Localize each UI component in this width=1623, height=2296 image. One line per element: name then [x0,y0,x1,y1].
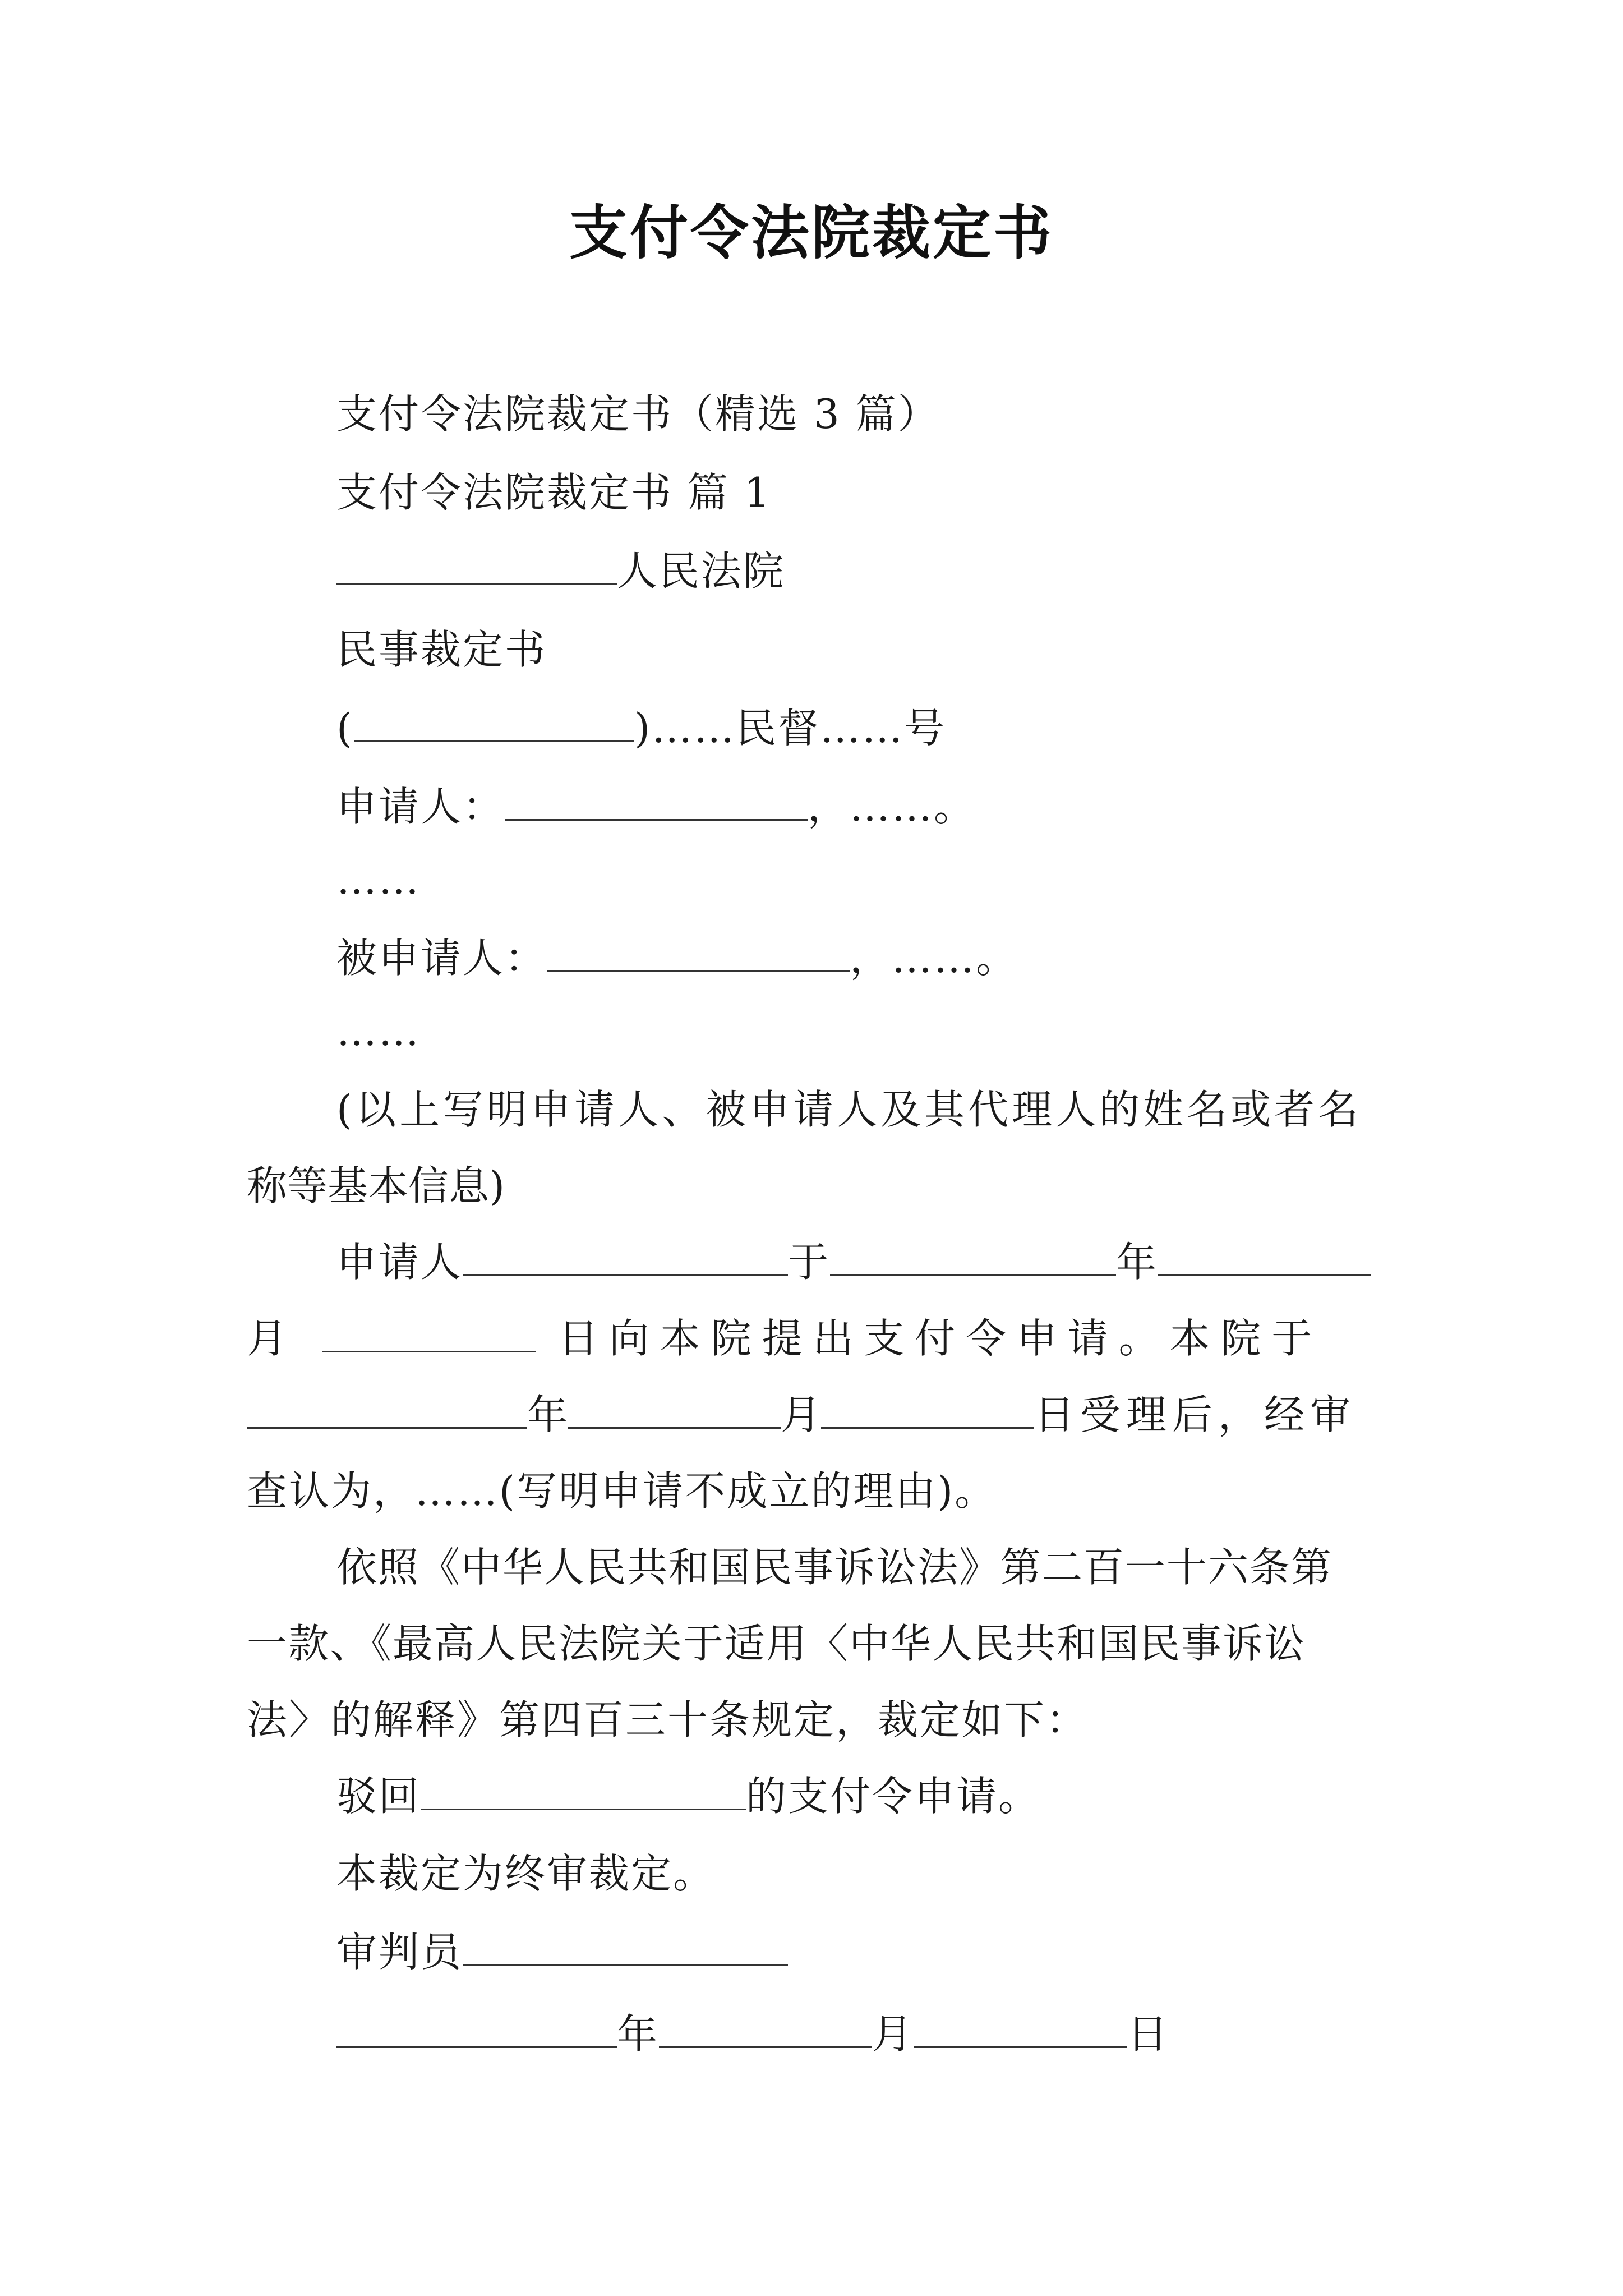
para1-accept-month-blank [568,1391,781,1429]
document-title: 支付令法院裁定书 [569,199,1054,267]
case-year-blank [354,705,634,742]
para1-accept-year: 年 [527,1391,568,1438]
para1-applicant: 申请人 [336,1239,463,1286]
para2-line-2: 一款、《最高人民法院关于适用〈中华人民共和国民事诉讼 [247,1620,1306,1667]
applicant-line [336,779,976,835]
para1-accept-day-blank [821,1391,1034,1429]
final-ruling: 本裁定为终审裁定。 [336,1850,716,1897]
para1-line-2 [247,1310,1380,1366]
date-month: 月 [872,2010,915,2058]
para1-accept-text: 日受理后，经审 [1034,1391,1357,1438]
judge-name-blank [463,1929,788,1966]
doc-type: 民事裁定书 [336,626,547,673]
case-number-line [336,700,946,756]
para1-line-3 [247,1387,1380,1443]
subtitle: 支付令法院裁定书（精选 3 篇） [336,390,940,438]
respondent-line [336,930,1018,986]
para1-year: 年 [1116,1239,1159,1286]
court-suffix: 人民法院 [617,547,786,595]
applicant-ellipsis: …… [336,856,421,903]
applicant-suffix: ，……。 [808,783,976,830]
ruling-line [336,1768,1040,1824]
date-month-blank [659,2010,872,2048]
date-line [336,2006,1169,2062]
para1-day-blank [322,1315,536,1352]
date-day: 日 [1127,2010,1170,2058]
note-line-1: (以上写明申请人、被申请人及其代理人的姓名或者名 [336,1086,1362,1133]
judge-line [336,1924,788,1980]
para1-on: 于 [788,1239,831,1286]
ruling-text: 的支付令申请。 [746,1773,1041,1820]
para2-line-3: 法〉的解释》第四百三十条规定，裁定如下： [247,1696,1089,1743]
para1-accept-year-blank [247,1391,527,1429]
para1-year-blank [830,1239,1116,1276]
section-heading: 支付令法院裁定书 篇 1 [336,469,772,516]
para1-apply-text: 日 向 本 院 提 出 支 付 令 申 请 。 本 院 于 [557,1315,1311,1362]
para1-month: 月 [247,1315,288,1362]
applicant-blank [505,783,808,821]
case-number-open: ( [336,705,354,752]
note-line-2: 称等基本信息) [247,1162,505,1209]
date-day-blank [914,2010,1127,2048]
para1-month-blank [1158,1239,1371,1276]
judge-label: 审判员 [336,1929,463,1976]
date-year-blank [336,2010,617,2048]
para1-applicant-blank [463,1239,788,1276]
ruling-reject: 驳回 [336,1773,421,1820]
date-year: 年 [617,2010,660,2058]
para1-line-1 [336,1234,1371,1290]
court-name-blank [336,547,617,585]
para1-line-4: 查认为，……(写明申请不成立的理由)。 [247,1467,997,1515]
respondent-suffix: ，……。 [850,935,1018,982]
case-number-close: ) [634,705,652,752]
respondent-blank [547,935,850,972]
court-line [336,543,785,599]
ruling-party-blank [421,1773,746,1810]
para1-accept-month: 月 [781,1391,822,1438]
respondent-label: 被申请人： [336,935,547,982]
respondent-ellipsis: …… [336,1007,421,1055]
para2-line-1: 依照《中华人民共和国民事诉讼法》第二百一十六条第 [336,1544,1333,1591]
applicant-label: 申请人： [336,783,505,830]
case-number-rest: ……民督……号 [652,705,947,752]
